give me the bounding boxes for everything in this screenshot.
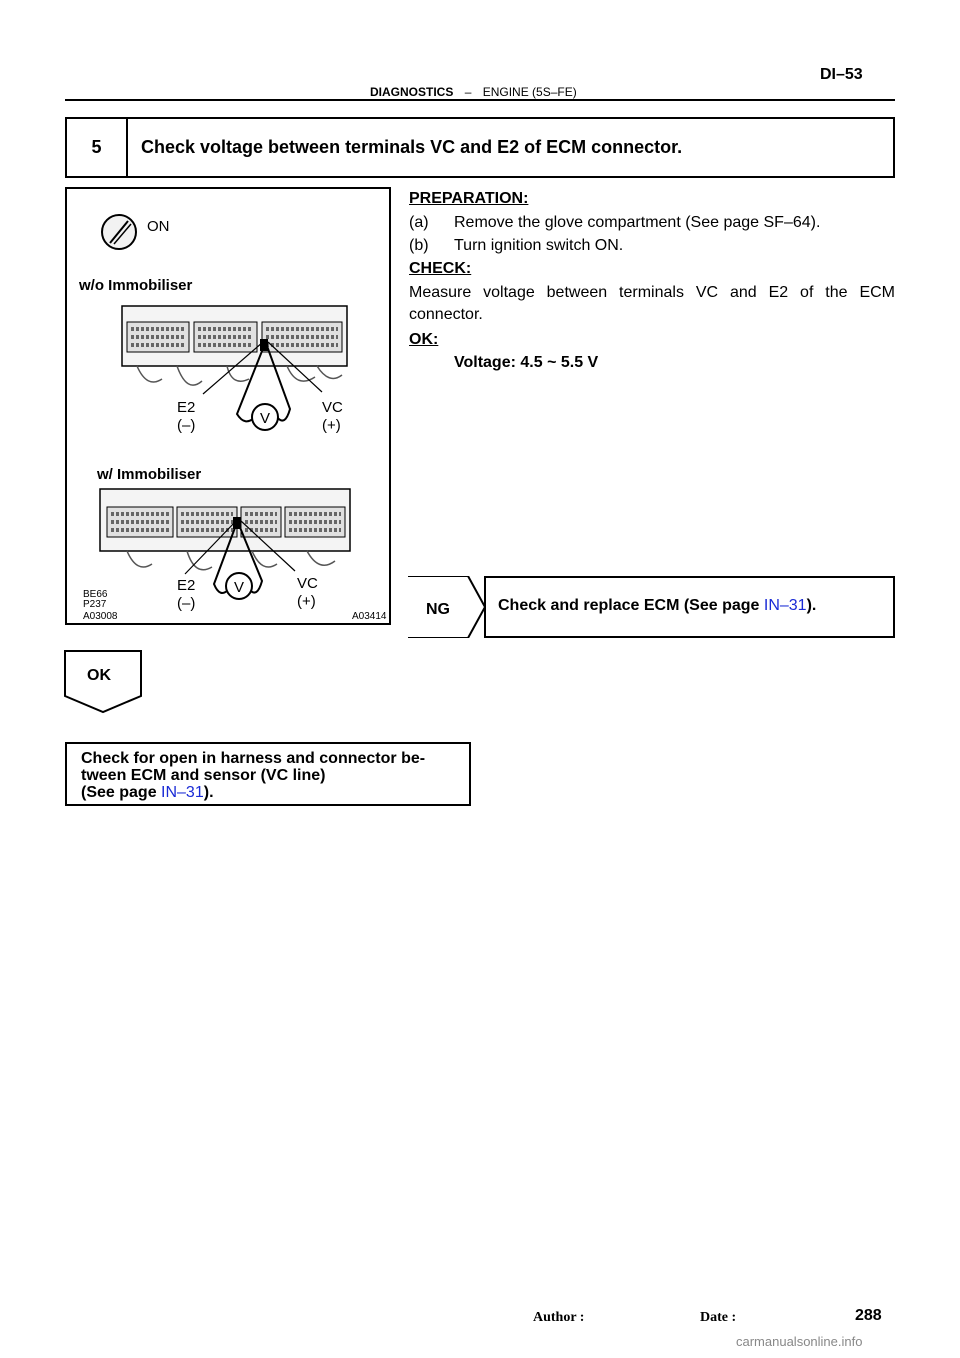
page-number: 288 bbox=[855, 1307, 882, 1324]
connector-figure bbox=[65, 187, 391, 625]
ng-text-before: Check and replace ECM (See page bbox=[498, 597, 764, 614]
final-line-3-before: (See page bbox=[81, 784, 162, 801]
ok-arrow bbox=[64, 650, 144, 714]
preparation-label: PREPARATION: bbox=[409, 190, 529, 207]
final-line-1: Check for open in harness and connector be- bbox=[81, 750, 426, 767]
step-number: 5 bbox=[67, 119, 128, 176]
e2-sign-2: (–) bbox=[177, 595, 196, 612]
ecm-connector-diagram bbox=[67, 189, 389, 623]
ng-action-text bbox=[498, 597, 816, 615]
section-rest: ENGINE (5S–FE) bbox=[482, 85, 577, 99]
prep-a-text: Remove the glove compartment (See page SF–64). bbox=[454, 214, 821, 231]
ok-label: OK: bbox=[409, 331, 439, 348]
prep-a-letter: (a) bbox=[409, 214, 429, 231]
ignition-key-icon bbox=[102, 215, 136, 249]
author-label: Author : bbox=[533, 1310, 585, 1325]
final-line-3 bbox=[81, 784, 425, 801]
final-action-box bbox=[65, 742, 471, 806]
w-immobiliser-label: w/ Immobiliser bbox=[97, 466, 202, 483]
prep-b-letter: (b) bbox=[409, 237, 429, 254]
voltmeter-symbol-2: V bbox=[233, 579, 245, 596]
final-line-3-after: ). bbox=[203, 784, 214, 801]
step-box bbox=[65, 117, 895, 178]
vc-label-2: VC bbox=[297, 575, 318, 592]
figure-code-be: BE66 bbox=[83, 589, 108, 600]
step-title: Check voltage between terminals VC and E2 of ECM connector. bbox=[141, 137, 683, 157]
page-code: DI–53 bbox=[820, 66, 863, 83]
section-dash: – bbox=[464, 85, 472, 99]
figure-code-a03008: A03008 bbox=[83, 611, 118, 622]
e2-label-1: E2 bbox=[177, 399, 196, 416]
ng-page-link[interactable]: IN–31 bbox=[763, 597, 807, 614]
section-title bbox=[370, 85, 577, 99]
vc-sign-2: (+) bbox=[297, 593, 316, 610]
figure-code-a03414: A03414 bbox=[352, 611, 387, 622]
figure-code-p: P237 bbox=[83, 599, 107, 610]
site-watermark: carmanualsonline.info bbox=[736, 1334, 863, 1349]
ng-label: NG bbox=[426, 601, 450, 618]
ecm-connector-wo bbox=[122, 306, 347, 385]
wo-immobiliser-label: w/o Immobiliser bbox=[79, 277, 193, 294]
ok-flow-label: OK bbox=[87, 667, 111, 684]
ng-action-box bbox=[484, 576, 895, 638]
final-line-2: tween ECM and sensor (VC line) bbox=[81, 767, 326, 784]
ng-arrow bbox=[408, 576, 486, 638]
final-action-text bbox=[81, 750, 425, 801]
section-bold: DIAGNOSTICS bbox=[370, 85, 454, 99]
check-label: CHECK: bbox=[409, 260, 472, 277]
vc-sign-1: (+) bbox=[322, 417, 341, 434]
prep-b-text: Turn ignition switch ON. bbox=[454, 237, 624, 254]
vc-label-1: VC bbox=[322, 399, 343, 416]
e2-label-2: E2 bbox=[177, 577, 196, 594]
ok-spec: Voltage: 4.5 ~ 5.5 V bbox=[454, 354, 599, 371]
final-page-link[interactable]: IN–31 bbox=[161, 784, 204, 801]
check-text: Measure voltage between terminals VC and E2 of the ECM connector. bbox=[409, 284, 895, 323]
ng-text-after: ). bbox=[806, 597, 817, 614]
e2-sign-1: (–) bbox=[177, 417, 196, 434]
ignition-on-label: ON bbox=[147, 218, 170, 235]
date-label: Date : bbox=[700, 1310, 737, 1325]
voltmeter-symbol-1: V bbox=[259, 410, 271, 427]
ecm-connector-w bbox=[100, 489, 350, 570]
header-rule bbox=[65, 99, 895, 101]
